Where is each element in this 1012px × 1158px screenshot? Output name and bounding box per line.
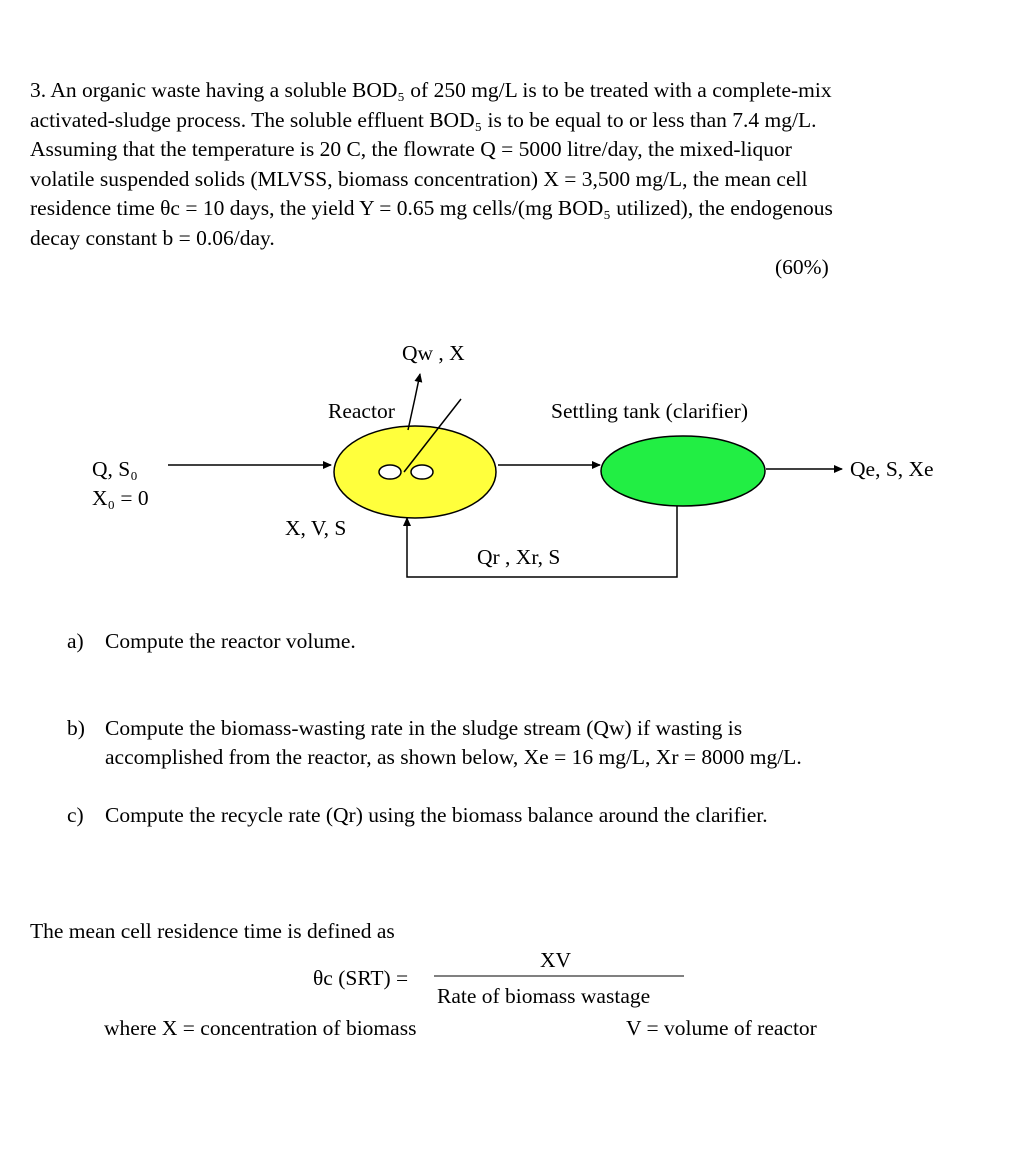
formula-denominator: Rate of biomass wastage	[437, 984, 651, 1008]
question-b-text: Compute the biomass-wasting rate in the sludge stream (Qw) if wasting is	[105, 716, 743, 740]
clarifier-tank	[601, 436, 765, 506]
wasting-label: Qw , X	[402, 341, 465, 365]
effluent-label: Qe, S, Xe	[850, 457, 934, 481]
marks-label: (60%)	[775, 255, 829, 279]
definition-intro: The mean cell residence time is defined as	[30, 919, 395, 943]
where-volume: V = volume of reactor	[626, 1016, 817, 1040]
question-a-marker: a)	[67, 629, 84, 653]
question-b-text-cont: accomplished from the reactor, as shown below, Xe = 16 mg/L, Xr = 8000 mg/L.	[105, 745, 802, 769]
mixer-icon	[411, 465, 433, 479]
question-c-text: Compute the recycle rate (Qr) using the biomass balance around the clarifier.	[105, 803, 768, 827]
clarifier-label: Settling tank (clarifier)	[551, 399, 749, 423]
problem-line: Assuming that the temperature is 20 C, the flowrate Q = 5000 litre/day, the mixed-liquor	[30, 137, 792, 161]
reactor-leader-line	[408, 398, 415, 430]
problem-line: residence time θc = 10 days, the yield Y = 0.65 mg cells/(mg BOD₅ utilized), the endogenous	[30, 196, 833, 220]
influent-label: Q, S₀	[92, 457, 138, 481]
influent-biomass-label: X₀ = 0	[92, 486, 149, 510]
where-biomass: where X = concentration of biomass	[104, 1016, 417, 1040]
problem-line: decay constant b = 0.06/day.	[30, 225, 275, 250]
mixer-icon	[379, 465, 401, 479]
reactor-contents-label: X, V, S	[285, 516, 347, 540]
wasting-arrow	[415, 374, 420, 398]
reactor-label: Reactor	[328, 399, 395, 423]
formula-numerator: XV	[540, 948, 572, 972]
problem-line: 3. An organic waste having a soluble BOD₅ of 250 mg/L is to be treated with a complete-mix	[30, 78, 832, 102]
question-a-text: Compute the reactor volume.	[105, 629, 356, 653]
question-c-marker: c)	[67, 803, 84, 827]
question-b-marker: b)	[67, 716, 85, 740]
problem-line: volatile suspended solids (MLVSS, biomass concentration) X = 3,500 mg/L, the mean cell	[30, 166, 808, 191]
recycle-label: Qr , Xr, S	[477, 545, 561, 569]
formula-lhs: θc (SRT) =	[313, 966, 409, 990]
problem-line: activated-sludge process. The soluble effluent BOD₅ is to be equal to or less than 7.4 mg/L.	[30, 107, 817, 132]
